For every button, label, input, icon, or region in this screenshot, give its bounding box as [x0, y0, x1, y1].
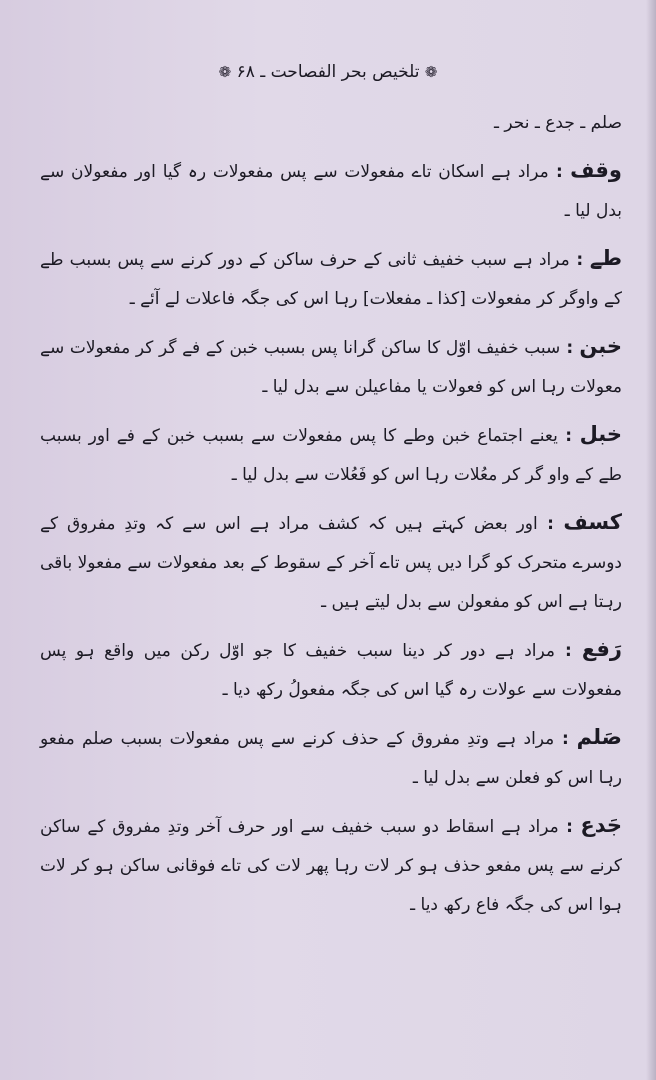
term-tay: طے — [589, 246, 622, 270]
paragraph-text: مراد ہے سبب خفیف ثانی کے حرف ساکن کے دور کرنے سے پس بسبب طے کے واوگر کر مفعولات [کذا ـ مفعلات] رہا اس کی جگہ فاعلات لے آئے ـ — [40, 250, 622, 309]
paragraph-tay: طے : مراد ہے سبب خفیف ثانی کے حرف ساکن کے دور کرنے سے پس بسبب طے کے واوگر کر مفعولات [کذا ـ مفعلات] رہا اس کی جگہ فاعلات لے آئے ـ — [40, 246, 622, 309]
document-body — [40, 104, 622, 933]
page-edge-shadow — [646, 0, 656, 1080]
top-line: صلم ـ جدع ـ نحر ـ — [494, 113, 622, 133]
term-jada: جَدع — [580, 813, 622, 837]
header-title: تلخیص بحر الفصاحت ـ ۶۸ — [236, 62, 420, 82]
paragraph-khabl: خبل : یعنے اجتماع خبن وطے کا پس مفعولات سے بسبب خبن کے فے اور بسبب طے کے واو گر کر معُلات رہا اس کو فَعُلات سے بدل لیا ـ — [40, 422, 623, 485]
paragraph-khabn: خبن : سبب خفیف اوّل کا ساکن گرانا پس بسبب خبن کے فے گر کر مفعولات سے معولات رہا اس کو فعولات یا مفاعیلن سے بدل لیا ـ — [40, 334, 622, 397]
paragraph-rafa: رَفع : مراد ہے دور کر دینا سبب خفیف کا جو اوّل رکن میں واقع ہو پس مفعولات سے عولات رہ گیا اس کی جگہ مفعولُ رکھ دیا ـ — [40, 637, 623, 700]
ornament-right-icon: ❁ — [424, 63, 438, 81]
page-header — [0, 62, 656, 82]
paragraph-text: اور بعض کہتے ہیں کہ کشف مراد ہے اس سے کہ وتدِ مفروق کے دوسرے متحرک کو گرا دیں پس تاے آخر کے سقوط کے بعد مفعولات سے مفعولا باقی رہتا ہے اس کو مفعولن سے بدل لیتے ہیں ـ — [40, 514, 622, 612]
paragraph-text: سبب خفیف اوّل کا ساکن گرانا پس بسبب خبن کے فے گر کر مفعولات سے معولات رہا اس کو فعولات یا مفاعیلن سے بدل لیا ـ — [40, 338, 622, 397]
paragraph-salm: صَلم : مراد ہے وتدِ مفروق کے حذف کرنے سے پس مفعولات بسبب صلم مفعو رہا اس کو فعلن سے بدل لیا ـ — [40, 725, 622, 788]
paragraph-text: مراد ہے اسقاط دو سبب خفیف سے اور حرف آخر وتدِ مفروق کے ساکن کرنے سے پس مفعو حذف ہو کر لات رہا پھر لات کی تاے فوقانی ساکن ہو کر لات ہوا اس کی جگہ فاع رکھ دیا ـ — [40, 817, 622, 915]
term-khabl: خبل — [579, 422, 623, 446]
term-rafa: رَفع — [581, 637, 623, 661]
ornament-left-icon: ❁ — [218, 63, 232, 81]
term-waqf: وقف — [570, 158, 622, 182]
paragraph-text: مراد ہے دور کر دینا سبب خفیف کا جو اوّل رکن میں واقع ہو پس مفعولات سے عولات رہ گیا اس کی جگہ مفعولُ رکھ دیا ـ — [40, 641, 622, 700]
paragraph-text: مراد ہے وتدِ مفروق کے حذف کرنے سے پس مفعولات بسبب صلم مفعو رہا اس کو فعلن سے بدل لیا ـ — [40, 729, 622, 788]
paragraph-text: یعنے اجتماع خبن وطے کا پس مفعولات سے بسبب خبن کے فے اور بسبب طے کے واو گر کر معُلات رہا اس کو فَعُلات سے بدل لیا ـ — [40, 426, 622, 485]
paragraph-text: مراد ہے اسکان تاے مفعولات سے پس مفعولات رہ گیا اور مفعولان سے بدل لیا ـ — [40, 162, 622, 221]
term-salm: صَلم — [576, 725, 622, 749]
paragraph-kasf: کسف : اور بعض کہتے ہیں کہ کشف مراد ہے اس سے کہ وتدِ مفروق کے دوسرے متحرک کو گرا دیں پس تاے آخر کے سقوط کے بعد مفعولات سے مفعولا باقی رہتا ہے اس کو مفعولن سے بدل لیتے ہیں ـ — [40, 510, 623, 612]
paragraph-jada: جَدع : مراد ہے اسقاط دو سبب خفیف سے اور حرف آخر وتدِ مفروق کے ساکن کرنے سے پس مفعو حذف ہو کر لات رہا پھر لات کی تاے فوقانی ساکن ہو کر لات ہوا اس کی جگہ فاع رکھ دیا ـ — [40, 813, 622, 915]
term-kasf: کسف — [563, 510, 623, 534]
term-khabn: خبن — [579, 334, 622, 358]
paragraph-waqf: وقف : مراد ہے اسکان تاے مفعولات سے پس مفعولات رہ گیا اور مفعولان سے بدل لیا ـ — [40, 158, 622, 221]
